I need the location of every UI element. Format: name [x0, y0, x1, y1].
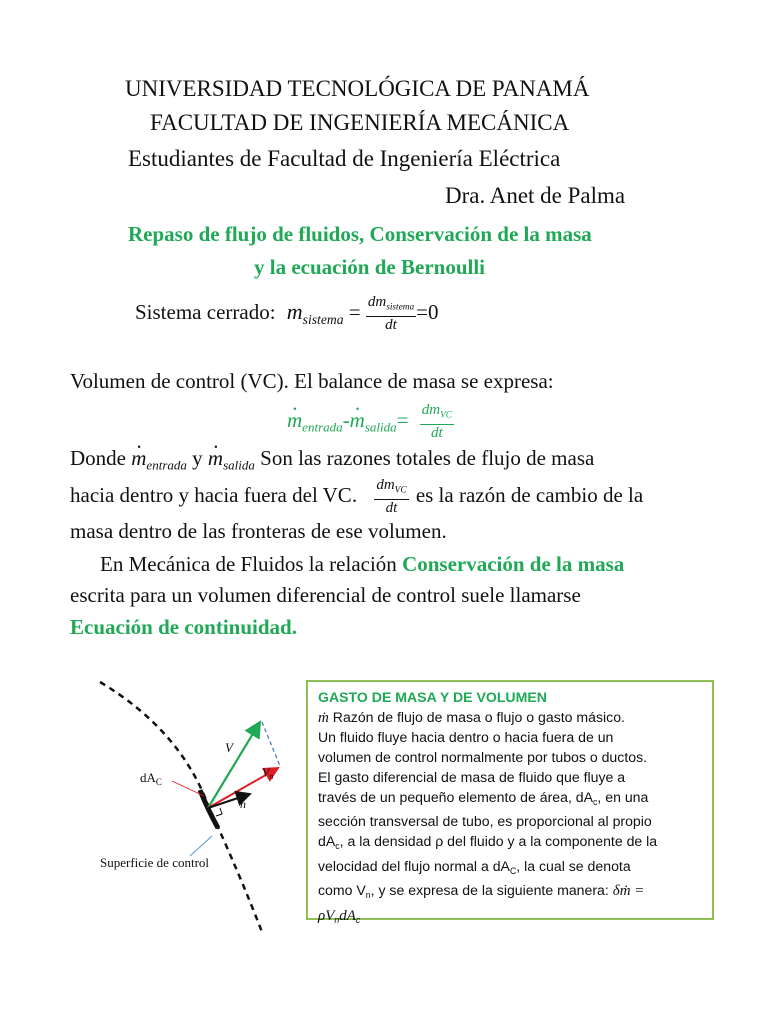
- y-word: y: [192, 446, 203, 470]
- infobox-line-2: Un fluido fluye hacia dentro o hacia fuera de un: [318, 729, 614, 746]
- closed-system-eq: =: [348, 299, 361, 324]
- closed-system-fraction: [366, 294, 416, 334]
- label-vn: $V_n$: [262, 765, 274, 781]
- infobox-line-9: [318, 881, 704, 906]
- minus-sign: -: [342, 407, 350, 432]
- l5-sub: c: [593, 796, 598, 807]
- university-title: UNIVERSIDAD TECNOLÓGICA DE PANAMÁ: [125, 76, 590, 101]
- closed-system-result: =0: [416, 299, 439, 324]
- infobox-line-4: El gasto diferencial de masa de fluido que fluye a: [318, 768, 626, 785]
- topic-line-1: Repaso de flujo de fluidos, Conservación de la masa: [128, 222, 592, 246]
- infobox-line-1-text: Razón de flujo de masa o flujo o gasto másico.: [328, 708, 625, 725]
- eq-rhs2-sub: c: [355, 915, 361, 926]
- continuity-highlight: Ecuación de continuidad.: [70, 615, 297, 639]
- l8b: , la cual se denota: [516, 857, 631, 874]
- label-v: V: [225, 740, 233, 755]
- infobox-line-3: volumen de control normalmente por tubos o ductos.: [318, 749, 648, 766]
- faculty-title: FACULTAD DE INGENIERÍA MECÁNICA: [150, 110, 570, 135]
- eq-rhs2: dA: [339, 908, 356, 925]
- infobox-line-6: sección transversal de tubo, es proporcional al propio: [318, 813, 652, 830]
- donde-word: Donde: [70, 446, 126, 470]
- paragraph-line-5: escrita para un volumen diferencial de control suele llamarse: [70, 583, 581, 607]
- line4-head: En Mecánica de Fluidos la relación: [100, 552, 397, 576]
- l9-sub: n: [365, 890, 371, 901]
- fraction-numerator: dm: [367, 294, 387, 310]
- professor-name: Dra. Anet de Palma: [445, 183, 626, 208]
- paragraph-line-1: [70, 446, 594, 474]
- topic-line-2: y la ecuación de Bernoulli: [254, 255, 485, 279]
- mass-volume-flow-box: [306, 680, 714, 926]
- closed-system-m: m: [286, 298, 303, 324]
- conservation-highlight: Conservación de la masa: [402, 552, 625, 576]
- line1-tail: Son las razones totales de flujo de masa: [260, 446, 595, 470]
- projection-line: [262, 722, 280, 766]
- eq-lhs: δṁ =: [612, 883, 645, 900]
- l9a: como V: [318, 882, 366, 899]
- control-volume-intro: Volumen de control (VC). El balance de masa se expresa:: [70, 369, 554, 393]
- m-out: · m: [350, 408, 365, 433]
- p-m-in-sub: entrada: [146, 457, 187, 473]
- p-m-in: · m: [131, 446, 146, 471]
- l8a: velocidad del flujo normal a dA: [318, 857, 510, 874]
- equals-sign: =: [396, 407, 409, 432]
- line2-tail: es la razón de cambio de la: [415, 482, 644, 507]
- label-dac: $dA_C$: [140, 770, 162, 787]
- mdot-symbol: ṁ: [318, 709, 329, 726]
- right-angle-mark: [216, 808, 222, 816]
- infobox-line-7: [318, 832, 704, 857]
- control-surface-diagram: [90, 670, 305, 940]
- p-vc-num-sub: VC: [394, 485, 407, 496]
- p-vc-fraction: [374, 477, 408, 517]
- l5b: , en una: [597, 788, 649, 805]
- l7-sub: c: [335, 841, 340, 852]
- closed-system-equation: [135, 294, 438, 334]
- eq-rhs-sub: n: [334, 915, 340, 926]
- l8-sub: C: [509, 865, 517, 876]
- m-in-sub: entrada: [302, 419, 343, 435]
- l5a: través de un pequeño elemento de área, dA: [318, 788, 594, 805]
- mass-balance-equation: [287, 402, 454, 442]
- control-surface-curve: [100, 682, 262, 932]
- p-m-out-sub: salida: [223, 457, 255, 473]
- students-line: Estudiantes de Facultad de Ingeniería Eléctrica: [128, 146, 561, 171]
- p-vc-num: dm: [376, 477, 395, 493]
- m-in: · m: [287, 408, 302, 433]
- infobox-line-1: [318, 708, 704, 729]
- closed-system-label: Sistema cerrado:: [135, 299, 276, 324]
- m-out-sub: salida: [364, 419, 397, 435]
- line2-head: hacia dentro y hacia fuera del VC.: [70, 482, 358, 507]
- infobox-line-10: [318, 906, 704, 931]
- label-surface: Superficie de control: [100, 855, 210, 870]
- vc-numerator: dm: [421, 402, 441, 418]
- infobox-title: GASTO DE MASA Y DE VOLUMEN: [318, 689, 547, 705]
- p-m-out: · m: [208, 446, 223, 471]
- vc-fraction: [420, 402, 454, 442]
- eq-rhs: ρV: [318, 908, 335, 925]
- paragraph-line-3: masa dentro de las fronteras de ese volumen.: [70, 519, 447, 543]
- paragraph-line-4: [100, 552, 624, 577]
- label-n: n: [240, 797, 246, 811]
- l9b: , y se expresa de la siguiente manera:: [370, 882, 613, 899]
- l7a: dA: [318, 832, 336, 849]
- velocity-vector: [208, 722, 260, 808]
- fraction-denominator: dt: [385, 317, 397, 334]
- surface-leader: [190, 836, 212, 856]
- infobox-line-8: [318, 857, 704, 882]
- p-vc-den: dt: [385, 500, 398, 517]
- closed-system-sub: sistema: [302, 311, 344, 327]
- l7b: , a la densidad ρ del fluido y a la componente de la: [339, 832, 658, 849]
- vc-denominator: dt: [431, 425, 443, 442]
- infobox-line-5: [318, 788, 704, 813]
- vc-numerator-sub: VC: [440, 410, 452, 421]
- fraction-numerator-sub: sistema: [386, 302, 415, 313]
- paragraph-line-2: [70, 477, 643, 517]
